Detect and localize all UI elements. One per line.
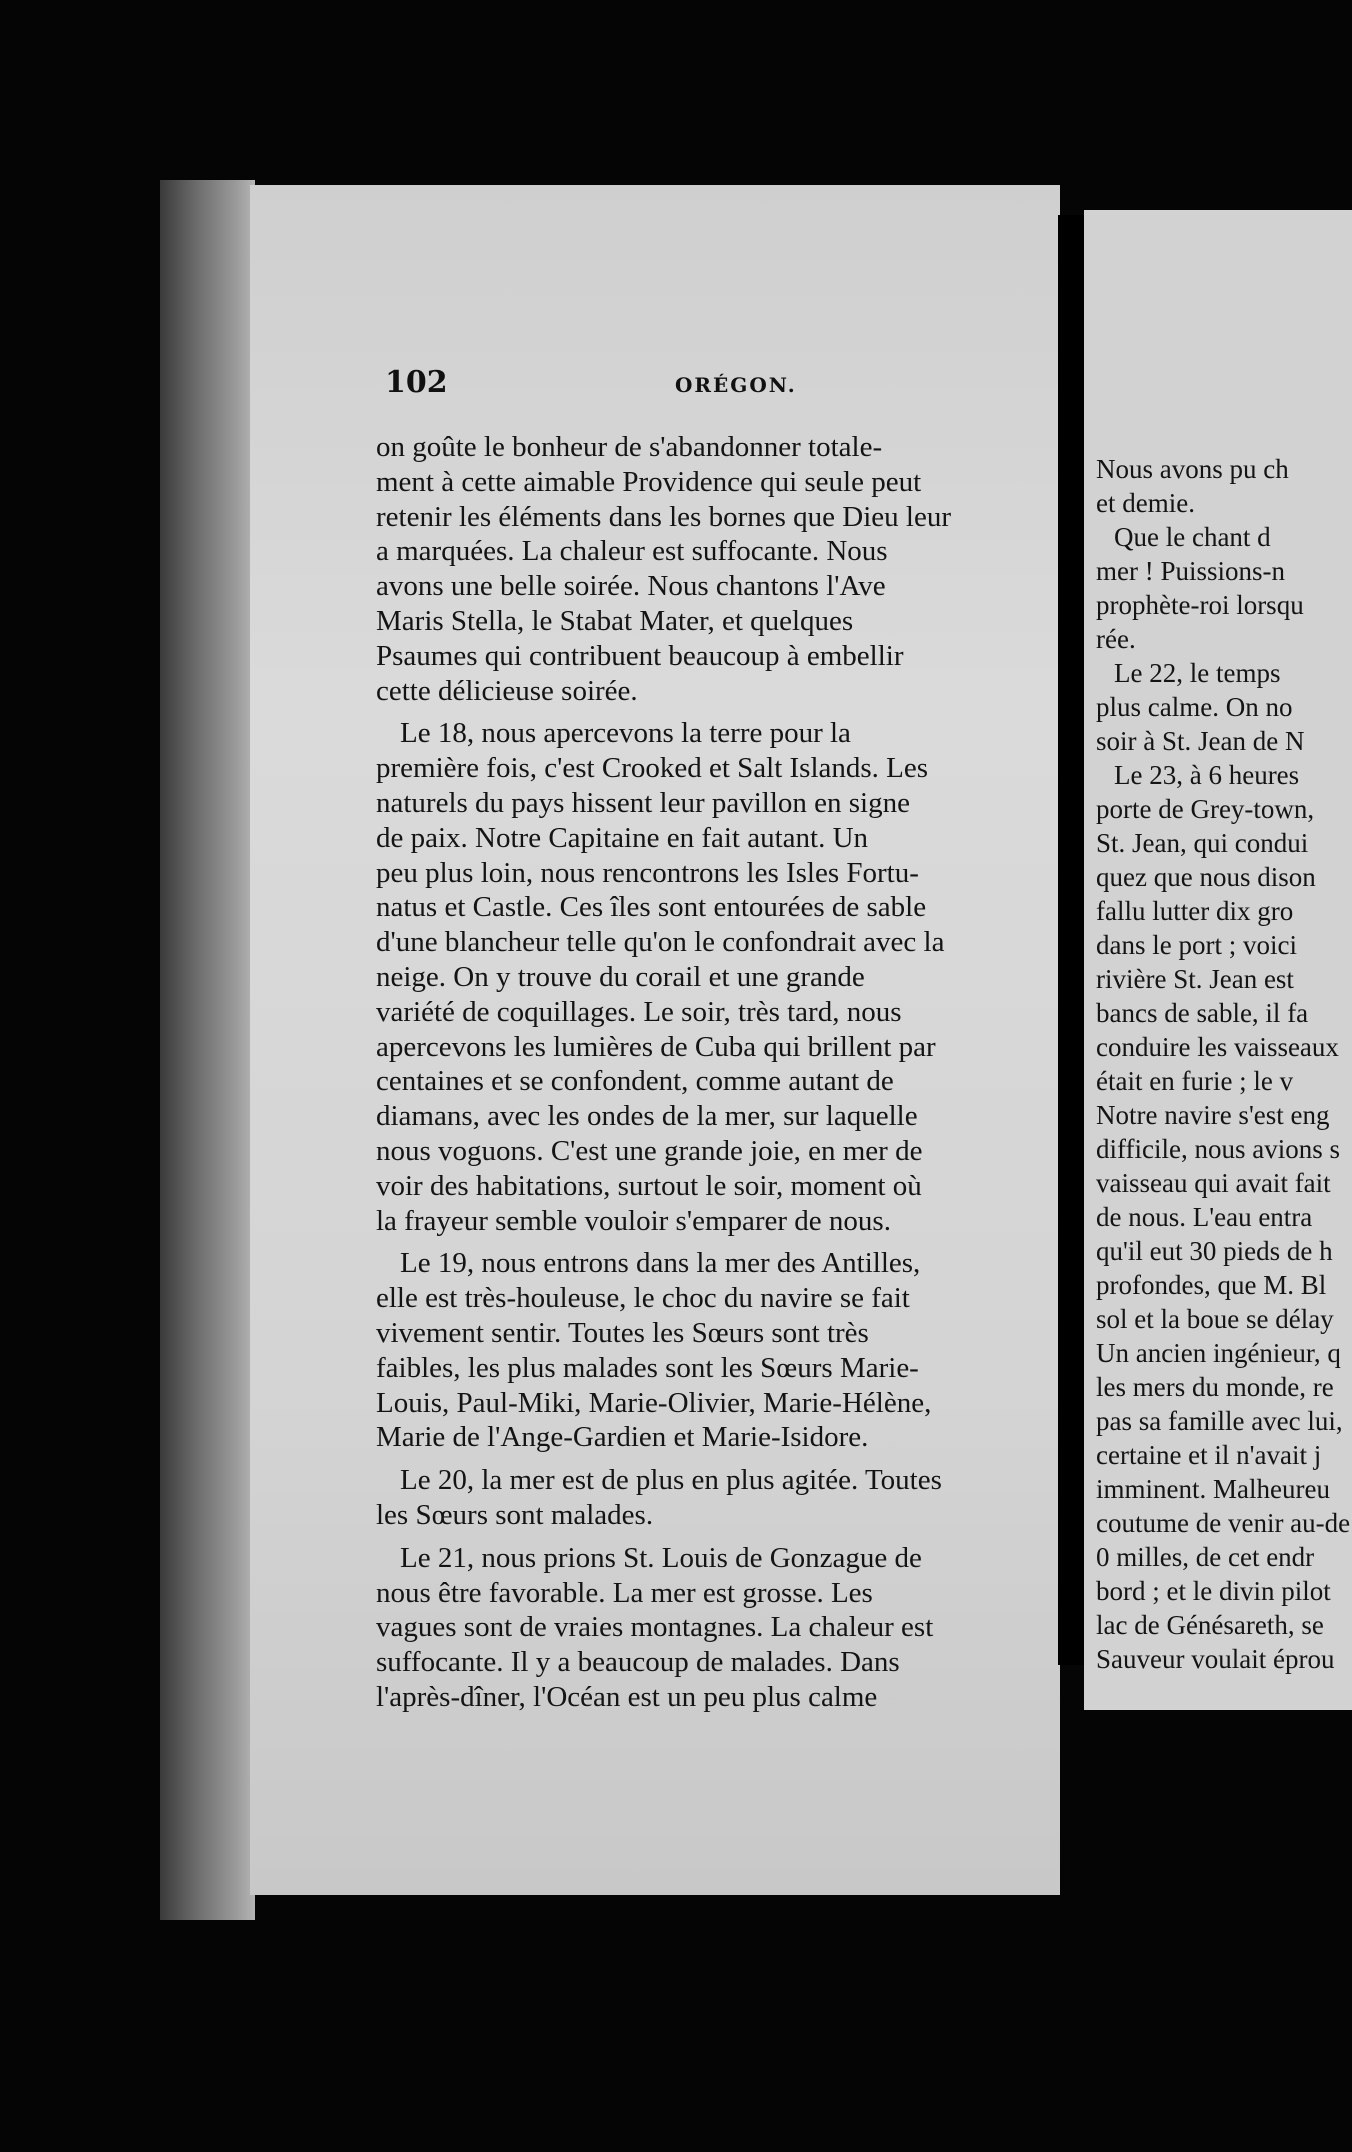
text-line: la frayeur semble vouloir s'emparer de nous. (376, 1204, 891, 1237)
text-line: vagues sont de vraies montagnes. La chaleur est (376, 1611, 934, 1644)
text-line: variété de coquillages. Le soir, très tard, nous (376, 995, 902, 1028)
text-line: Le 20, la mer est de plus en plus agitée. Toutes (400, 1464, 942, 1497)
text-line: l'après-dîner, l'Océan est un peu plus calme (376, 1680, 878, 1713)
text-line: et demie. (1096, 488, 1195, 518)
text-line: avons une belle soirée. Nous chantons l'Ave (376, 570, 886, 603)
running-head: ORÉGON. (675, 373, 797, 397)
text-line: certaine et il n'avait j (1096, 1440, 1322, 1470)
text-line: Notre navire s'est eng (1096, 1100, 1330, 1130)
text-line: première fois, c'est Crooked et Salt Islands. Les (376, 752, 929, 785)
text-line: nous être favorable. La mer est grosse. Les (376, 1576, 873, 1609)
text-line: porte de Grey-town, (1096, 794, 1315, 824)
text-line: Le 22, le temps (1114, 658, 1281, 688)
text-line: retenir les éléments dans les bornes que Dieu leur (376, 500, 951, 533)
text-line: de paix. Notre Capitaine en fait autant. Un (376, 821, 869, 854)
text-line: 0 milles, de cet endr (1096, 1542, 1315, 1572)
left-page-text (376, 430, 1056, 1715)
text-line: les mers du monde, re (1096, 1372, 1334, 1402)
text-line: lac de Génésareth, se (1096, 1610, 1324, 1640)
text-line: natus et Castle. Ces îles sont entourées de sable (376, 891, 927, 924)
text-line: fallu lutter dix gro (1096, 896, 1294, 926)
text-line: Le 21, nous prions St. Louis de Gonzague de (400, 1541, 922, 1574)
text-line: naturels du pays hissent leur pavillon en signe (376, 786, 910, 819)
text-line: d'une blancheur telle qu'on le confondrait avec la (376, 926, 945, 959)
text-line: bord ; et le divin pilot (1096, 1576, 1331, 1606)
text-line: Psaumes qui contribuent beaucoup à embellir (376, 639, 904, 672)
text-line: profondes, que M. Bl (1096, 1270, 1327, 1300)
text-line: sol et la boue se délay (1096, 1304, 1334, 1334)
text-line: Maris Stella, le Stabat Mater, et quelques (376, 604, 854, 637)
page-gutter-shadow (1058, 215, 1084, 1665)
book-binding-edge (160, 180, 255, 1920)
text-line: Un ancien ingénieur, q (1096, 1338, 1341, 1368)
text-line: apercevons les lumières de Cuba qui brillent par (376, 1030, 936, 1063)
text-line: peu plus loin, nous rencontrons les Isles Fortu- (376, 856, 919, 889)
page-number: 102 (385, 365, 448, 400)
text-line: imminent. Malheureu (1096, 1474, 1330, 1504)
text-line: Louis, Paul-Miki, Marie-Olivier, Marie-Hélène, (376, 1386, 932, 1419)
text-line: qu'il eut 30 pieds de h (1096, 1236, 1333, 1266)
text-line: pas sa famille avec lui, (1096, 1406, 1343, 1436)
text-line: voir des habitations, surtout le soir, moment où (376, 1169, 922, 1202)
text-line: soir à St. Jean de N (1096, 726, 1305, 756)
text-line: nous voguons. C'est une grande joie, en mer de (376, 1134, 923, 1167)
text-line: Nous avons pu ch (1096, 454, 1289, 484)
text-line: Le 23, à 6 heures (1114, 760, 1300, 790)
text-line: mer ! Puissions-n (1096, 556, 1285, 586)
text-line: rivière St. Jean est (1096, 964, 1294, 994)
text-line: diamans, avec les ondes de la mer, sur laquelle (376, 1100, 918, 1133)
text-line: rée. (1096, 624, 1136, 654)
text-line: elle est très-houleuse, le choc du navire se fait (376, 1282, 910, 1315)
text-line: quez que nous dison (1096, 862, 1316, 892)
text-line: Le 19, nous entrons dans la mer des Antilles, (400, 1247, 921, 1280)
text-line: vaisseau qui avait fait (1096, 1168, 1331, 1198)
text-line: on goûte le bonheur de s'abandonner totale- (376, 431, 883, 463)
text-line: faibles, les plus malades sont les Sœurs Marie- (376, 1351, 919, 1384)
text-line: centaines et se confondent, comme autant de (376, 1065, 894, 1098)
text-line: vivement sentir. Toutes les Sœurs sont très (376, 1316, 869, 1349)
text-line: prophète-roi lorsqu (1096, 590, 1304, 620)
text-line: St. Jean, qui condui (1096, 828, 1309, 858)
page-header (385, 365, 1045, 405)
text-line: de nous. L'eau entra (1096, 1202, 1313, 1232)
text-line: était en furie ; le v (1096, 1066, 1294, 1096)
text-line: suffocante. Il y a beaucoup de malades. Dans (376, 1646, 900, 1679)
text-line: bancs de sable, il fa (1096, 998, 1309, 1028)
text-line: difficile, nous avions s (1096, 1134, 1340, 1164)
text-line: Le 18, nous apercevons la terre pour la (400, 717, 851, 750)
text-line: plus calme. On no (1096, 692, 1293, 722)
text-line: neige. On y trouve du corail et une grande (376, 960, 865, 993)
text-line: a marquées. La chaleur est suffocante. Nous (376, 535, 888, 568)
text-line: dans le port ; voici (1096, 930, 1297, 960)
text-line: coutume de venir au-de (1096, 1508, 1351, 1538)
text-line: Sauveur voulait éprou (1096, 1644, 1335, 1674)
text-line: Que le chant d (1114, 522, 1271, 552)
text-line: les Sœurs sont malades. (376, 1498, 654, 1531)
right-page-text (1096, 452, 1352, 1676)
text-line: ment à cette aimable Providence qui seule peut (376, 465, 922, 498)
text-line: cette délicieuse soirée. (376, 674, 638, 707)
text-line: conduire les vaisseaux (1096, 1032, 1339, 1062)
text-line: Marie de l'Ange-Gardien et Marie-Isidore. (376, 1421, 869, 1454)
